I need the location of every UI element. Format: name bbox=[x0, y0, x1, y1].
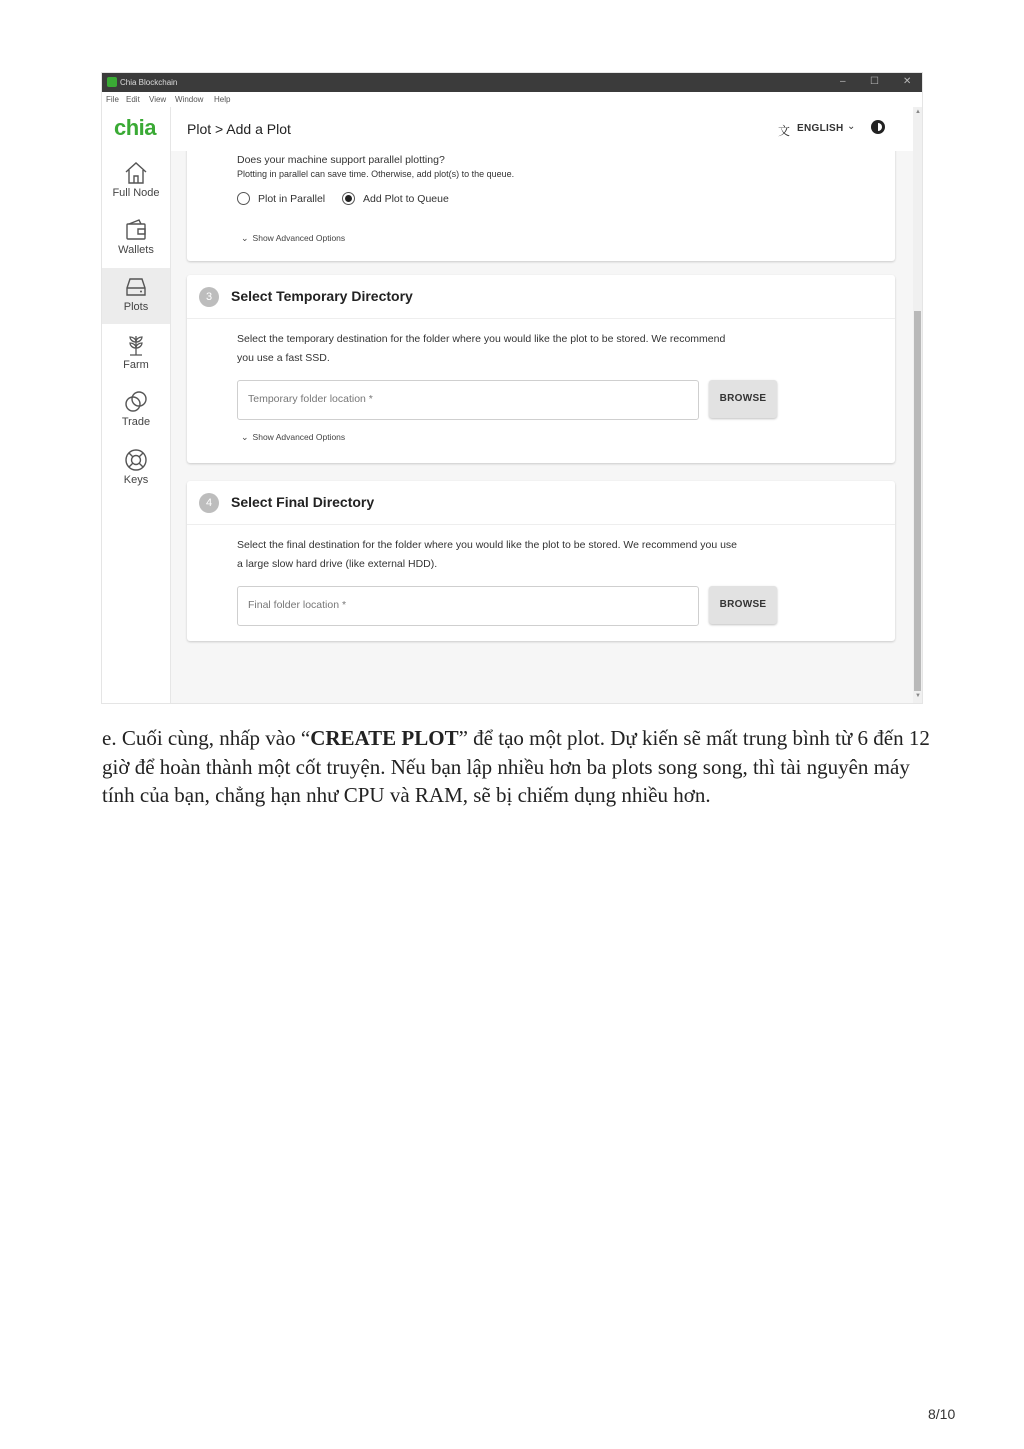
browse-final-button[interactable]: BROWSE bbox=[709, 586, 777, 624]
paragraph-text-after: ” để tạo một plot. Dự kiến sẽ mất trung bình từ 6 đến 12 giờ để hoàn thành một cốt truyện. Nếu bạn lập nhiều hơn ba plots song song, thì tài nguyên máy tính của bạn, chẳng hạn như CPU và RAM, sẽ bị chiếm dụng nhiều hơn. bbox=[102, 726, 930, 807]
sidebar-item-label: Farm bbox=[123, 359, 149, 371]
hard-drive-icon bbox=[123, 274, 149, 300]
show-advanced-options-link[interactable] bbox=[241, 233, 345, 244]
radio-label-queue: Add Plot to Queue bbox=[363, 193, 449, 205]
sidebar bbox=[102, 107, 171, 703]
main-content bbox=[171, 151, 913, 703]
sidebar-item-label: Wallets bbox=[118, 244, 154, 256]
card-header bbox=[187, 481, 895, 525]
advanced-options-label: Show Advanced Options bbox=[252, 432, 346, 442]
radio-plot-in-parallel[interactable] bbox=[237, 192, 250, 205]
scrollbar[interactable] bbox=[913, 107, 922, 703]
menu-file[interactable]: File bbox=[106, 95, 119, 104]
lifebuoy-icon bbox=[123, 447, 149, 473]
plant-icon bbox=[123, 332, 149, 358]
sidebar-item-label: Trade bbox=[121, 416, 151, 428]
input-placeholder: Temporary folder location * bbox=[248, 393, 373, 405]
sidebar-item-keys[interactable] bbox=[102, 441, 170, 497]
maximize-icon[interactable]: ☐ bbox=[870, 76, 879, 87]
browse-temp-button[interactable]: BROWSE bbox=[709, 380, 777, 418]
card-title: Select Final Directory bbox=[231, 494, 375, 510]
minimize-icon[interactable]: – bbox=[840, 76, 846, 87]
sidebar-item-trade[interactable] bbox=[102, 383, 170, 439]
final-desc-line1: Select the final destination for the folder where you would like the plot to be stored. We recommend you use bbox=[237, 539, 738, 551]
menu-bar bbox=[102, 92, 922, 107]
parallel-plotting-card bbox=[187, 151, 895, 261]
app-screenshot bbox=[102, 73, 922, 703]
paragraph-text-before: e. Cuối cùng, nhấp vào “ bbox=[102, 726, 311, 750]
sidebar-item-plots[interactable] bbox=[102, 268, 170, 324]
sidebar-item-label: Full Node bbox=[112, 187, 160, 199]
app-header bbox=[171, 107, 913, 152]
body-paragraph bbox=[102, 724, 932, 810]
radio-label-parallel: Plot in Parallel bbox=[258, 193, 326, 205]
step-number: 3 bbox=[199, 287, 219, 307]
page-number: 8/10 bbox=[928, 1406, 956, 1422]
temp-desc-line2: you use a fast SSD. bbox=[237, 352, 330, 364]
sidebar-item-full-node[interactable] bbox=[102, 154, 170, 210]
trade-icon bbox=[123, 389, 149, 415]
chevron-down-icon: ⌄ bbox=[241, 233, 249, 243]
window-title: Chia Blockchain bbox=[120, 78, 178, 87]
card-header bbox=[187, 275, 895, 319]
translate-icon[interactable]: 文 bbox=[778, 124, 791, 138]
chia-logo[interactable]: chia bbox=[114, 115, 157, 140]
scroll-up-icon[interactable]: ▲ bbox=[915, 109, 921, 115]
parallel-question: Does your machine support parallel plotting? bbox=[237, 154, 445, 166]
sidebar-item-farm[interactable] bbox=[102, 326, 170, 382]
show-advanced-options-link[interactable] bbox=[241, 432, 345, 443]
menu-edit[interactable]: Edit bbox=[126, 95, 140, 104]
temporary-directory-card bbox=[187, 275, 895, 463]
language-selector[interactable]: ENGLISH bbox=[797, 123, 844, 134]
breadcrumb: Plot > Add a Plot bbox=[187, 121, 291, 137]
paragraph-bold: CREATE PLOT bbox=[310, 726, 459, 750]
scroll-down-icon[interactable]: ▼ bbox=[915, 693, 921, 699]
menu-window[interactable]: Window bbox=[175, 95, 204, 104]
chevron-down-icon: ⌄ bbox=[241, 432, 249, 442]
menu-help[interactable]: Help bbox=[214, 95, 231, 104]
temp-desc-line1: Select the temporary destination for the folder where you would like the plot to be stored. We recommend bbox=[237, 333, 726, 345]
window-titlebar bbox=[102, 73, 922, 92]
theme-toggle-icon[interactable] bbox=[871, 120, 885, 134]
input-placeholder: Final folder location * bbox=[248, 599, 347, 611]
step-number: 4 bbox=[199, 493, 219, 513]
sidebar-item-label: Plots bbox=[123, 301, 149, 313]
wallet-icon bbox=[123, 217, 149, 243]
final-directory-card bbox=[187, 481, 895, 641]
sidebar-item-wallets[interactable] bbox=[102, 211, 170, 267]
close-icon[interactable]: ✕ bbox=[903, 76, 912, 87]
radio-add-plot-to-queue[interactable] bbox=[342, 192, 355, 205]
menu-view[interactable]: View bbox=[149, 95, 167, 104]
card-title: Select Temporary Directory bbox=[231, 288, 413, 304]
final-folder-input[interactable] bbox=[237, 586, 699, 626]
chevron-down-icon[interactable]: ⌄ bbox=[847, 121, 856, 132]
parallel-hint: Plotting in parallel can save time. Otherwise, add plot(s) to the queue. bbox=[237, 169, 515, 179]
chia-app-icon bbox=[107, 77, 117, 87]
home-icon bbox=[123, 160, 149, 186]
sidebar-item-label: Keys bbox=[123, 474, 149, 486]
scrollbar-thumb[interactable] bbox=[914, 311, 921, 691]
temporary-folder-input[interactable] bbox=[237, 380, 699, 420]
final-desc-line2: a large slow hard drive (like external HDD). bbox=[237, 558, 438, 570]
advanced-options-label: Show Advanced Options bbox=[252, 233, 346, 243]
